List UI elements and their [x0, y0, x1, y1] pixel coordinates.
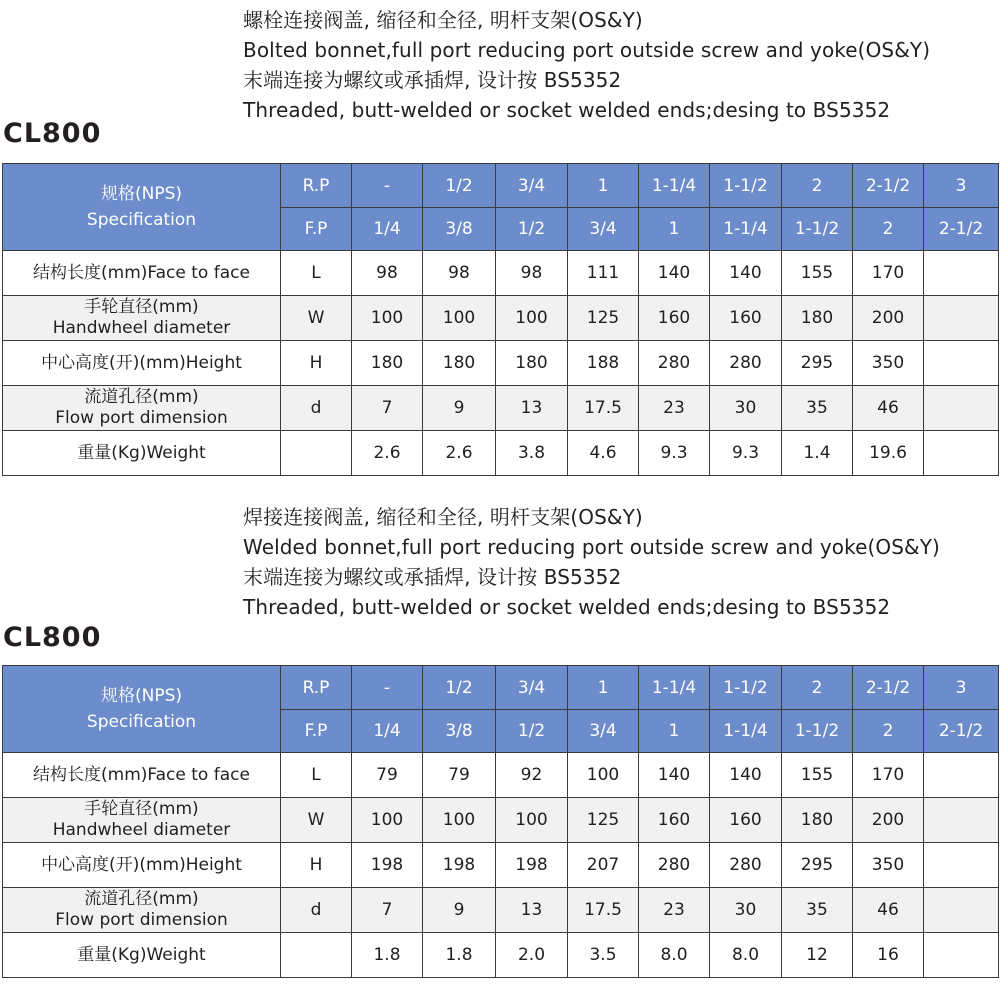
rp-size-cell: 3 — [924, 164, 999, 208]
row-symbol: H — [281, 843, 352, 888]
value-cell: 180 — [352, 341, 423, 386]
value-cell: 30 — [710, 888, 782, 933]
value-cell: 9.3 — [710, 431, 782, 476]
value-cell: 19.6 — [853, 431, 924, 476]
rp-size-cell: 3/4 — [496, 164, 568, 208]
rp-size-cell: 1-1/4 — [639, 666, 710, 710]
value-cell — [924, 798, 999, 843]
rp-size-cell: 1 — [568, 164, 639, 208]
value-cell — [924, 753, 999, 798]
row-label-cn: 重量(Kg)Weight — [77, 944, 206, 965]
spec-label-cn: 规格(NPS) — [100, 184, 183, 204]
row-label-cn: 手轮直径(mm) — [84, 297, 199, 317]
value-cell: 13 — [496, 386, 568, 431]
row-symbol: W — [281, 296, 352, 341]
spec-label-en: Specification — [86, 210, 197, 230]
value-cell — [924, 251, 999, 296]
rp-size-cell: 3 — [924, 666, 999, 710]
row-symbol: W — [281, 798, 352, 843]
value-cell: 100 — [352, 798, 423, 843]
value-cell: 125 — [568, 798, 639, 843]
value-cell: 180 — [423, 341, 496, 386]
spec-label — [3, 164, 281, 251]
value-cell: 98 — [496, 251, 568, 296]
row-label-en: Handwheel diameter — [52, 318, 231, 338]
value-cell: 92 — [496, 753, 568, 798]
value-cell: 280 — [710, 341, 782, 386]
row-label-cn: 手轮直径(mm) — [84, 799, 199, 819]
table-row — [3, 798, 999, 843]
fp-size-cell: 1-1/4 — [710, 208, 782, 251]
fp-symbol: F.P — [281, 710, 352, 753]
section1-model-title: CL800 — [3, 118, 102, 149]
value-cell: 198 — [423, 843, 496, 888]
row-label-cn: 结构长度(mm)Face to face — [33, 764, 250, 785]
value-cell: 13 — [496, 888, 568, 933]
rp-size-cell: 1/2 — [423, 164, 496, 208]
row-symbol — [281, 933, 352, 978]
value-cell: 295 — [782, 843, 853, 888]
intro-line-en-2: Threaded, butt-welded or socket welded ends;desing to BS5352 — [243, 98, 891, 122]
value-cell: 350 — [853, 341, 924, 386]
section2-intro — [243, 502, 940, 622]
value-cell: 23 — [639, 888, 710, 933]
row-label-en: Handwheel diameter — [52, 820, 231, 840]
value-cell: 180 — [782, 296, 853, 341]
value-cell: 17.5 — [568, 386, 639, 431]
intro-line-en-1: Bolted bonnet,full port reducing port outside screw and yoke(OS&Y) — [243, 38, 931, 62]
section1-intro — [243, 5, 930, 125]
row-label — [3, 341, 281, 386]
value-cell: 200 — [853, 798, 924, 843]
value-cell: 23 — [639, 386, 710, 431]
row-symbol: H — [281, 341, 352, 386]
spec-label-en: Specification — [86, 712, 197, 732]
header-row-rp — [3, 164, 999, 208]
value-cell: 198 — [352, 843, 423, 888]
table-row — [3, 933, 999, 978]
value-cell: 17.5 — [568, 888, 639, 933]
value-cell — [924, 431, 999, 476]
value-cell: 200 — [853, 296, 924, 341]
value-cell: 170 — [853, 753, 924, 798]
fp-size-cell: 1 — [639, 710, 710, 753]
value-cell: 140 — [710, 251, 782, 296]
row-label — [3, 296, 281, 341]
table-row — [3, 251, 999, 296]
value-cell: 140 — [639, 753, 710, 798]
value-cell: 198 — [496, 843, 568, 888]
row-label — [3, 251, 281, 296]
table-row — [3, 843, 999, 888]
row-label — [3, 843, 281, 888]
value-cell: 2.6 — [423, 431, 496, 476]
value-cell: 100 — [352, 296, 423, 341]
fp-size-cell: 3/4 — [568, 208, 639, 251]
value-cell: 46 — [853, 386, 924, 431]
value-cell: 3.5 — [568, 933, 639, 978]
fp-size-cell: 3/8 — [423, 208, 496, 251]
row-label — [3, 798, 281, 843]
value-cell: 3.8 — [496, 431, 568, 476]
value-cell: 188 — [568, 341, 639, 386]
row-label — [3, 888, 281, 933]
row-symbol: d — [281, 386, 352, 431]
value-cell: 100 — [423, 798, 496, 843]
value-cell — [924, 296, 999, 341]
value-cell: 79 — [352, 753, 423, 798]
value-cell: 140 — [639, 251, 710, 296]
rp-size-cell: 3/4 — [496, 666, 568, 710]
value-cell: 180 — [496, 341, 568, 386]
row-label-cn: 中心高度(开)(mm)Height — [41, 854, 242, 875]
fp-size-cell: 2-1/2 — [924, 208, 999, 251]
value-cell: 16 — [853, 933, 924, 978]
row-label-cn: 结构长度(mm)Face to face — [33, 262, 250, 283]
row-symbol — [281, 431, 352, 476]
rp-size-cell: - — [352, 164, 423, 208]
section2-model-title: CL800 — [3, 622, 102, 653]
value-cell: 9 — [423, 888, 496, 933]
intro-line-en-2: Threaded, butt-welded or socket welded ends;desing to BS5352 — [243, 595, 891, 619]
value-cell: 1.4 — [782, 431, 853, 476]
section2-spec-table — [2, 665, 999, 978]
table-row — [3, 753, 999, 798]
value-cell: 295 — [782, 341, 853, 386]
table-row — [3, 888, 999, 933]
value-cell: 100 — [496, 798, 568, 843]
value-cell: 79 — [423, 753, 496, 798]
row-label — [3, 753, 281, 798]
value-cell: 160 — [710, 296, 782, 341]
value-cell: 2.0 — [496, 933, 568, 978]
fp-size-cell: 1/4 — [352, 208, 423, 251]
rp-symbol: R.P — [281, 164, 352, 208]
value-cell: 35 — [782, 386, 853, 431]
value-cell: 98 — [352, 251, 423, 296]
table-row — [3, 296, 999, 341]
value-cell — [924, 843, 999, 888]
spec-label-cn: 规格(NPS) — [100, 686, 183, 706]
value-cell: 160 — [710, 798, 782, 843]
fp-size-cell: 1-1/4 — [710, 710, 782, 753]
rp-size-cell: 2 — [782, 164, 853, 208]
value-cell: 280 — [639, 843, 710, 888]
rp-size-cell: 1-1/4 — [639, 164, 710, 208]
value-cell: 100 — [423, 296, 496, 341]
table-row — [3, 386, 999, 431]
value-cell: 140 — [710, 753, 782, 798]
row-label — [3, 933, 281, 978]
value-cell — [924, 386, 999, 431]
value-cell: 111 — [568, 251, 639, 296]
value-cell: 280 — [710, 843, 782, 888]
table-row — [3, 431, 999, 476]
value-cell: 1.8 — [423, 933, 496, 978]
value-cell: 8.0 — [710, 933, 782, 978]
value-cell: 46 — [853, 888, 924, 933]
row-label-cn: 流道孔径(mm) — [84, 889, 199, 909]
row-label — [3, 386, 281, 431]
value-cell — [924, 933, 999, 978]
value-cell: 207 — [568, 843, 639, 888]
fp-size-cell: 2 — [853, 710, 924, 753]
value-cell: 155 — [782, 251, 853, 296]
fp-size-cell: 2-1/2 — [924, 710, 999, 753]
value-cell — [924, 888, 999, 933]
value-cell: 280 — [639, 341, 710, 386]
fp-size-cell: 2 — [853, 208, 924, 251]
fp-size-cell: 3/8 — [423, 710, 496, 753]
value-cell: 12 — [782, 933, 853, 978]
value-cell: 1.8 — [352, 933, 423, 978]
row-symbol: d — [281, 888, 352, 933]
value-cell: 160 — [639, 296, 710, 341]
section1-spec-table — [2, 163, 999, 476]
fp-size-cell: 1/4 — [352, 710, 423, 753]
value-cell: 7 — [352, 888, 423, 933]
row-label-cn: 重量(Kg)Weight — [77, 442, 206, 463]
table-row — [3, 341, 999, 386]
value-cell: 350 — [853, 843, 924, 888]
fp-size-cell: 1/2 — [496, 208, 568, 251]
value-cell: 4.6 — [568, 431, 639, 476]
row-symbol: L — [281, 251, 352, 296]
row-label-en: Flow port dimension — [55, 408, 228, 428]
value-cell: 125 — [568, 296, 639, 341]
value-cell: 8.0 — [639, 933, 710, 978]
value-cell: 2.6 — [352, 431, 423, 476]
rp-size-cell: 1 — [568, 666, 639, 710]
intro-line-cn-2: 末端连接为螺纹或承插焊, 设计按 BS5352 — [243, 68, 622, 92]
rp-size-cell: - — [352, 666, 423, 710]
fp-symbol: F.P — [281, 208, 352, 251]
intro-line-cn-2: 末端连接为螺纹或承插焊, 设计按 BS5352 — [243, 565, 622, 589]
row-label — [3, 431, 281, 476]
value-cell: 30 — [710, 386, 782, 431]
value-cell: 160 — [639, 798, 710, 843]
value-cell: 170 — [853, 251, 924, 296]
value-cell: 98 — [423, 251, 496, 296]
fp-size-cell: 1/2 — [496, 710, 568, 753]
fp-size-cell: 1-1/2 — [782, 208, 853, 251]
intro-line-cn-1: 焊接连接阀盖, 缩径和全径, 明杆支架(OS&Y) — [243, 505, 643, 529]
rp-size-cell: 1-1/2 — [710, 666, 782, 710]
value-cell — [924, 341, 999, 386]
fp-size-cell: 1 — [639, 208, 710, 251]
rp-size-cell: 2-1/2 — [853, 164, 924, 208]
value-cell: 100 — [496, 296, 568, 341]
header-row-rp — [3, 666, 999, 710]
rp-size-cell: 1/2 — [423, 666, 496, 710]
rp-size-cell: 1-1/2 — [710, 164, 782, 208]
spec-label — [3, 666, 281, 753]
value-cell: 7 — [352, 386, 423, 431]
value-cell: 100 — [568, 753, 639, 798]
row-label-en: Flow port dimension — [55, 910, 228, 930]
row-symbol: L — [281, 753, 352, 798]
intro-line-cn-1: 螺栓连接阀盖, 缩径和全径, 明杆支架(OS&Y) — [243, 8, 643, 32]
value-cell: 155 — [782, 753, 853, 798]
rp-symbol: R.P — [281, 666, 352, 710]
rp-size-cell: 2 — [782, 666, 853, 710]
row-label-cn: 流道孔径(mm) — [84, 387, 199, 407]
intro-line-en-1: Welded bonnet,full port reducing port outside screw and yoke(OS&Y) — [243, 535, 940, 559]
fp-size-cell: 3/4 — [568, 710, 639, 753]
value-cell: 180 — [782, 798, 853, 843]
fp-size-cell: 1-1/2 — [782, 710, 853, 753]
row-label-cn: 中心高度(开)(mm)Height — [41, 352, 242, 373]
rp-size-cell: 2-1/2 — [853, 666, 924, 710]
value-cell: 9 — [423, 386, 496, 431]
value-cell: 35 — [782, 888, 853, 933]
value-cell: 9.3 — [639, 431, 710, 476]
